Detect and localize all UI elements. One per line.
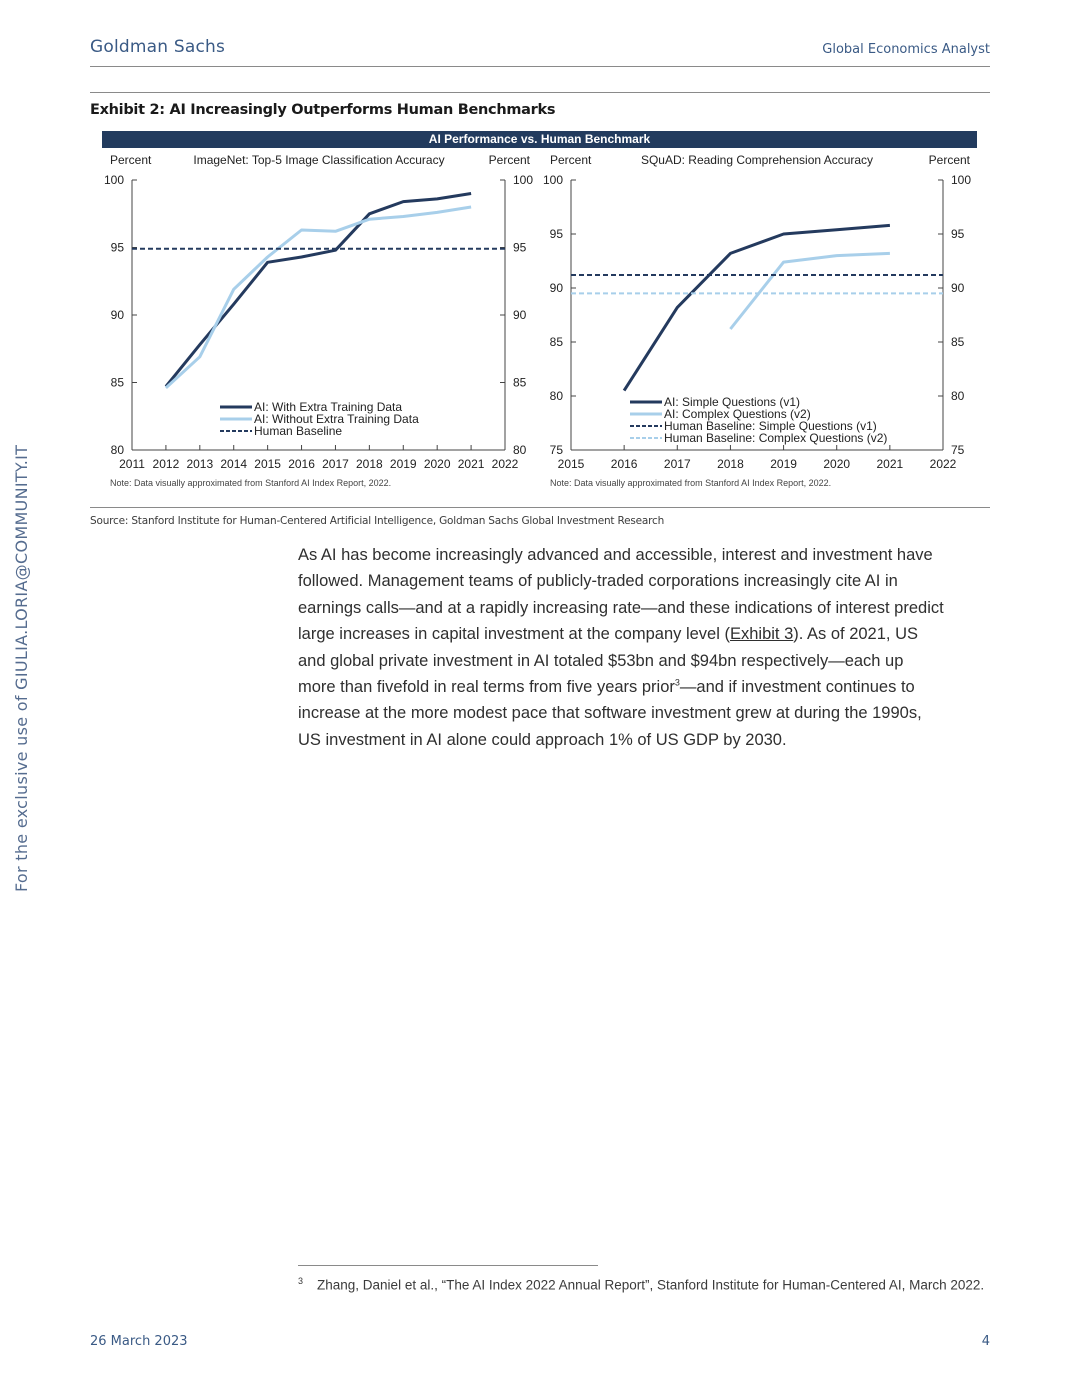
y-tick-label-right: 80 <box>513 443 527 457</box>
chart-title: ImageNet: Top-5 Image Classification Accuracy <box>193 153 445 167</box>
y-tick-label-right: 90 <box>513 308 527 322</box>
imagenet-chart <box>100 148 540 493</box>
y-tick-label-right: 85 <box>951 335 965 349</box>
footnote-ref[interactable]: 3 <box>674 677 680 688</box>
y-tick-label-right: 80 <box>951 389 965 403</box>
x-tick-label: 2013 <box>186 457 214 471</box>
legend-label: Human Baseline <box>254 424 343 438</box>
y-tick-label-left: 90 <box>110 308 124 322</box>
header-rule <box>90 66 990 67</box>
y-tick-label-left: 90 <box>549 281 563 295</box>
chart-note: Note: Data visually approximated from Stanford AI Index Report, 2022. <box>110 478 392 488</box>
y-tick-label-right: 90 <box>951 281 965 295</box>
x-tick-label: 2017 <box>663 457 691 471</box>
body-text-segment: more than fivefold in real terms from five years prior <box>298 678 675 697</box>
y-tick-label-left: 80 <box>110 443 124 457</box>
y-axis-label-left: Percent <box>110 153 152 167</box>
y-tick-label-left: 80 <box>549 389 563 403</box>
legend-label: Human Baseline: Complex Questions (v2) <box>664 431 888 445</box>
y-tick-label-left: 75 <box>549 443 563 457</box>
body-line: increase at the more modest pace that software investment grew at during the 1990s, <box>298 704 922 723</box>
legend-label: AI: Complex Questions (v2) <box>664 407 811 421</box>
body-line <box>298 674 993 700</box>
y-axis-label-left: Percent <box>550 153 592 167</box>
footnote-rule <box>298 1265 598 1266</box>
x-tick-label: 2018 <box>356 457 383 471</box>
y-tick-label-left: 95 <box>549 227 563 241</box>
legend-label: Human Baseline: Simple Questions (v1) <box>664 419 877 433</box>
x-tick-label: 2019 <box>389 457 417 471</box>
body-line: As AI has become increasingly advanced and accessible, interest and investment have <box>298 546 933 564</box>
footnote-number: 3 <box>298 1276 304 1286</box>
y-tick-label-right: 100 <box>513 173 534 187</box>
x-tick-label: 2022 <box>929 457 957 471</box>
body-text-segment: large increases in capital investment at the company level ( <box>298 625 730 644</box>
y-tick-label-left: 95 <box>110 240 124 255</box>
body-line: and global private investment in AI totaled $53bn and $94bn respectively—each up <box>298 651 904 670</box>
x-tick-label: 2015 <box>254 457 281 471</box>
squad-chart <box>540 148 980 493</box>
body-text-segment: —and if investment continues to <box>679 678 915 697</box>
footer-date: 26 March 2023 <box>90 1334 188 1349</box>
exhibit-3-link[interactable]: Exhibit 3 <box>729 625 794 644</box>
watermark-sidebar: For the exclusive use of GIULIA.LORIA@COMMUNITY.IT <box>12 444 31 892</box>
x-tick-label: 2016 <box>288 457 315 471</box>
footnote <box>298 1272 993 1295</box>
body-line <box>298 621 993 647</box>
y-axis-label-right: Percent <box>488 153 530 167</box>
x-tick-label: 2020 <box>823 457 851 471</box>
x-tick-label: 2012 <box>152 457 180 471</box>
x-tick-label: 2021 <box>457 457 485 471</box>
y-tick-label-left: 85 <box>549 335 563 349</box>
y-tick-label-right: 75 <box>951 443 965 457</box>
header-publication: Global Economics Analyst <box>822 42 990 57</box>
exhibit-title: Exhibit 2: AI Increasingly Outperforms Human Benchmarks <box>90 102 556 118</box>
y-tick-label-left: 100 <box>103 173 124 187</box>
legend-label: AI: With Extra Training Data <box>254 400 403 414</box>
series-line <box>624 225 890 390</box>
x-tick-label: 2022 <box>491 457 519 471</box>
x-tick-label: 2015 <box>557 457 585 471</box>
x-tick-label: 2021 <box>876 457 904 471</box>
x-tick-label: 2019 <box>770 457 797 471</box>
x-tick-label: 2017 <box>322 457 349 471</box>
x-tick-label: 2011 <box>119 457 145 471</box>
footer-page-number: 4 <box>981 1334 990 1349</box>
y-tick-label-right: 85 <box>513 375 527 390</box>
body-text-segment: ). As of 2021, US <box>793 625 918 644</box>
y-tick-label-right: 95 <box>513 240 527 255</box>
x-tick-label: 2014 <box>220 457 248 471</box>
header-brand: Goldman Sachs <box>90 37 226 57</box>
chart-note: Note: Data visually approximated from Stanford AI Index Report, 2022. <box>550 478 832 488</box>
body-line: followed. Management teams of publicly-traded corporations increasingly cite AI in <box>298 572 898 591</box>
y-axis-label-right: Percent <box>928 153 970 167</box>
exhibit-top-rule <box>90 92 990 93</box>
series-line <box>166 194 471 387</box>
y-tick-label-right: 95 <box>951 227 965 241</box>
footnote-text: Zhang, Daniel et al., “The AI Index 2022 Annual Report”, Stanford Institute for Human-Centered AI, March 2022. <box>317 1277 985 1293</box>
exhibit-bottom-rule <box>90 507 990 508</box>
y-tick-label-left: 100 <box>542 173 563 187</box>
series-line <box>730 253 890 329</box>
legend-label: AI: Simple Questions (v1) <box>664 395 801 409</box>
x-tick-label: 2018 <box>717 457 744 471</box>
y-tick-label-left: 85 <box>110 375 124 390</box>
x-tick-label: 2020 <box>423 457 451 471</box>
series-line <box>166 207 471 388</box>
body-paragraph <box>298 542 993 753</box>
exhibit-banner: AI Performance vs. Human Benchmark <box>102 131 977 148</box>
y-tick-label-right: 100 <box>951 173 972 187</box>
x-tick-label: 2016 <box>610 457 638 471</box>
chart-title: SQuAD: Reading Comprehension Accuracy <box>640 153 874 167</box>
body-line: US investment in AI alone could approach 1% of US GDP by 2030. <box>298 730 787 749</box>
legend-label: AI: Without Extra Training Data <box>254 412 419 426</box>
body-line: earnings calls—and at a rapidly increasing rate—and these indications of interest predict <box>298 598 944 617</box>
source-note: Source: Stanford Institute for Human-Centered Artificial Intelligence, Goldman Sachs Global Investment Research <box>90 515 665 527</box>
